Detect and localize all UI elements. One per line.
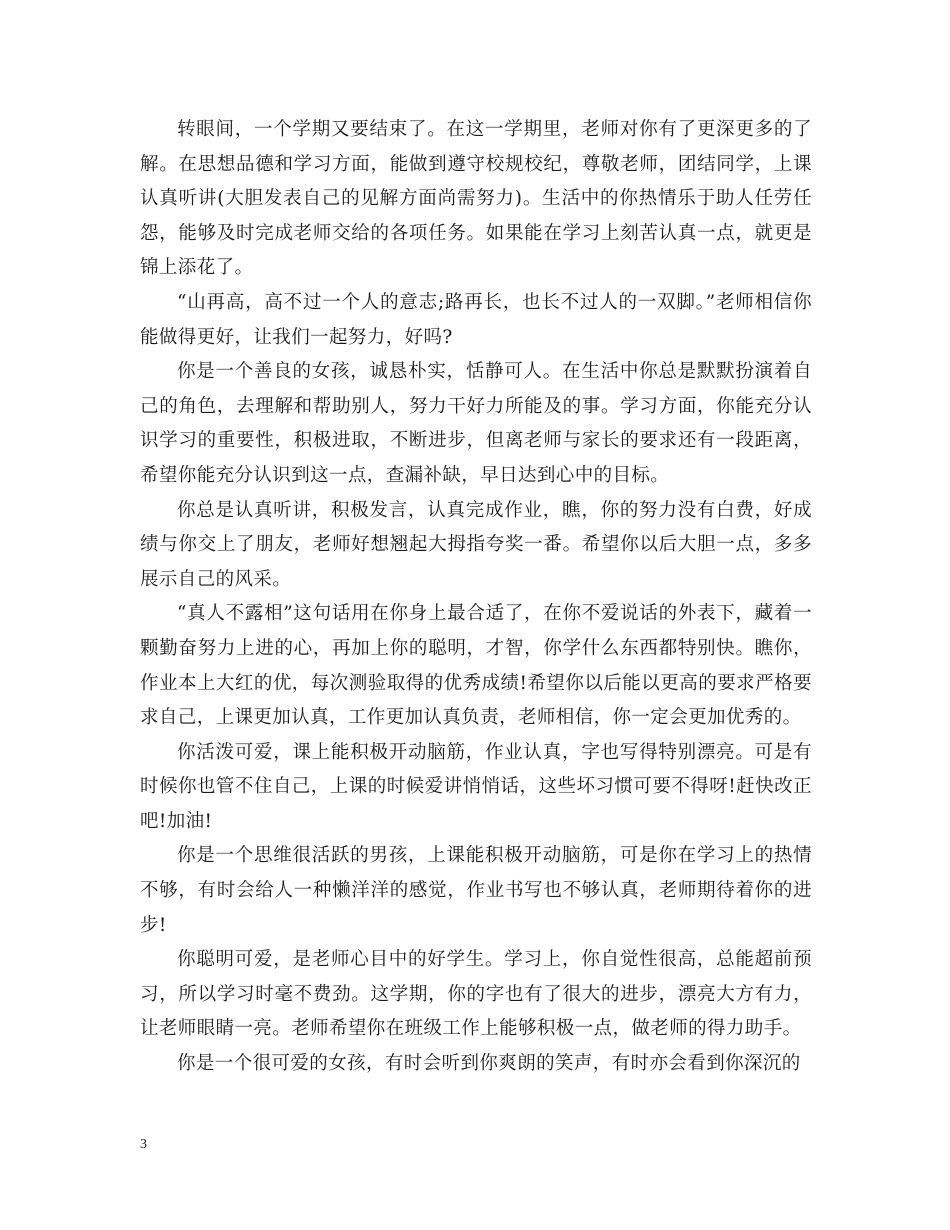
paragraph-6: 你活泼可爱，课上能积极开动脑筋，作业认真，字也写得特别漂亮。可是有时候你也管不住自己，上课的时候爱讲悄悄话，这些坏习惯可要不得呀!赶快改正吧!加油! [140, 741, 812, 832]
paragraph-2: “山再高，高不过一个人的意志;路再长，也长不过人的一双脚。”老师相信你能做得更好，让我们一起努力，好吗? [140, 291, 812, 348]
body-text [140, 113, 812, 1082]
paragraph-4: 你总是认真听讲，积极发言，认真完成作业，瞧，你的努力没有白费，好成绩与你交上了朋友，老师好想翘起大拇指夸奖一番。希望你以后大胆一点，多多展示自己的风采。 [140, 499, 812, 590]
page-number: 3 [140, 1137, 147, 1152]
paragraph-5: “真人不露相”这句话用在你身上最合适了，在你不爱说话的外表下，藏着一颗勤奋努力上进的心，再加上你的聪明，才智，你学什么东西都特别快。瞧你，作业本上大红的优，每次测验取得的优秀成绩!希望你以后能以更高的要求严格要求自己，上课更加认真，工作更加认真负责，老师相信，你一定会更加优秀的。 [140, 603, 812, 729]
paragraph-7: 你是一个思维很活跃的男孩，上课能积极开动脑筋，可是你在学习上的热情不够，有时会给人一种懒洋洋的感觉，作业书写也不够认真，老师期待着你的进步! [140, 845, 812, 936]
paragraph-1: 转眼间，一个学期又要结束了。在这一学期里，老师对你有了更深更多的了解。在思想品德和学习方面，能做到遵守校规校纪，尊敬老师，团结同学，上课认真听讲(大胆发表自己的见解方面尚需努力)。生活中的你热情乐于助人任劳任怨，能够及时完成老师交给的各项任务。如果能在学习上刻苦认真一点，就更是锦上添花了。 [140, 119, 812, 279]
paragraph-8: 你聪明可爱，是老师心目中的好学生。学习上，你自觉性很高，总能超前预习，所以学习时毫不费劲。这学期，你的字也有了很大的进步，漂亮大方有力，让老师眼睛一亮。老师希望你在班级工作上能够积极一点，做老师的得力助手。 [140, 949, 812, 1040]
paragraph-3: 你是一个善良的女孩，诚恳朴实，恬静可人。在生活中你总是默默扮演着自己的角色，去理解和帮助别人，努力干好力所能及的事。学习方面，你能充分认识学习的重要性，积极进取，不断进步，但离老师与家长的要求还有一段距离，希望你能充分认识到这一点，查漏补缺，早日达到心中的目标。 [140, 361, 812, 486]
paragraph-9: 你是一个很可爱的女孩，有时会听到你爽朗的笑声，有时亦会看到你深沉的 [177, 1053, 801, 1075]
